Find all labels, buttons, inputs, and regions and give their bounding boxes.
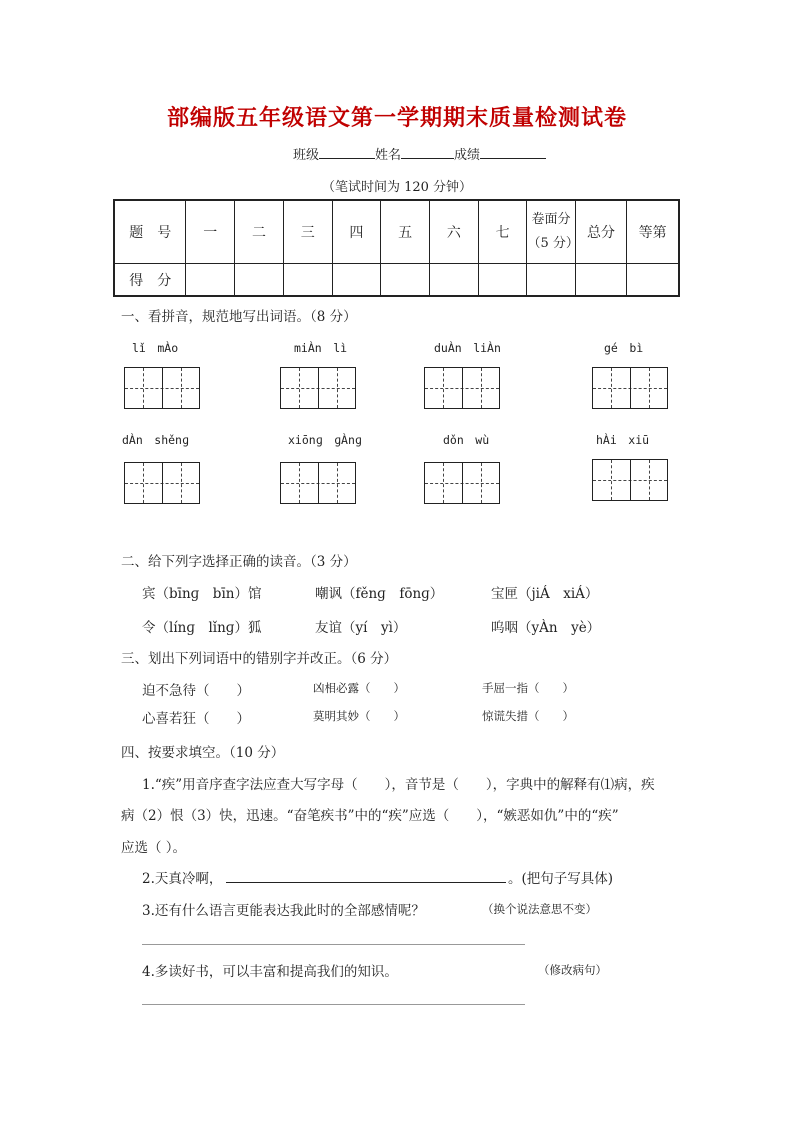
pinyin-label: miÀn lì <box>294 341 348 355</box>
question2-suffix: 。(把句子写具体) <box>508 871 614 887</box>
score-table-header-row <box>114 200 679 264</box>
typo-item[interactable]: 凶相必露（ ） <box>313 681 405 695</box>
question1-line3: 应选（ ）。 <box>121 840 187 856</box>
score-cell[interactable] <box>332 264 381 297</box>
question4-note: （修改病句） <box>538 963 607 977</box>
writing-grid[interactable] <box>124 462 200 504</box>
score-cell[interactable] <box>430 264 479 297</box>
header-cell: 二 <box>235 200 284 264</box>
writing-grid[interactable] <box>424 462 500 504</box>
typo-item[interactable]: 心喜若狂（ ） <box>142 711 250 727</box>
typo-item[interactable]: 惊谎失措（ ） <box>482 709 574 723</box>
score-table <box>113 199 680 297</box>
question1-line1: 1.“疾”用音序查字法应查大写字母（ ），音节是（ ），字典中的解释有⑴病，疾 <box>142 777 655 793</box>
score-cell[interactable] <box>381 264 430 297</box>
reading-choice[interactable]: 友谊（yí yì） <box>315 620 407 636</box>
appearance-points: （5 分） <box>527 236 579 251</box>
writing-grid[interactable] <box>592 367 668 409</box>
question2-prefix: 2.天真冷啊， <box>142 871 223 887</box>
section4-heading: 四、按要求填空。（10 分） <box>121 745 285 761</box>
name-label: 姓名 <box>375 148 402 163</box>
score-blank[interactable] <box>480 146 546 159</box>
class-blank[interactable] <box>319 146 375 159</box>
section2-heading: 二、给下列字选择正确的读音。（3 分） <box>121 554 357 570</box>
student-info-line <box>293 144 546 163</box>
typo-item[interactable]: 莫明其妙（ ） <box>313 709 405 723</box>
class-label: 班级 <box>293 148 320 163</box>
writing-grid[interactable] <box>424 367 500 409</box>
header-cell: 七 <box>478 200 527 264</box>
pinyin-label: lǐ mÀo <box>132 341 179 355</box>
typo-item[interactable]: 手屈一指（ ） <box>482 681 574 695</box>
writing-grid[interactable] <box>280 462 356 504</box>
score-cell[interactable] <box>478 264 527 297</box>
score-table-score-row <box>114 264 679 297</box>
pinyin-label: dÀn shěnɡ <box>122 433 189 447</box>
writing-grid[interactable] <box>280 367 356 409</box>
question4-answer-line[interactable] <box>142 1004 525 1005</box>
writing-grid[interactable] <box>592 459 668 501</box>
question3-text: 3.还有什么语言更能表达我此时的全部感情呢？ <box>142 903 425 919</box>
pinyin-label: xiōnɡ ɡÀnɡ <box>288 433 362 447</box>
score-cell[interactable] <box>283 264 332 297</box>
name-blank[interactable] <box>401 146 454 159</box>
score-cell[interactable] <box>235 264 284 297</box>
typo-item[interactable]: 迫不急待（ ） <box>142 683 250 699</box>
reading-choice[interactable]: 宾（bīnɡ bīn）馆 <box>142 586 262 602</box>
reading-choice[interactable]: 宝匣（jiÁ xiÁ） <box>491 586 599 602</box>
writing-grid[interactable] <box>124 367 200 409</box>
header-cell: 四 <box>332 200 381 264</box>
header-cell: 三 <box>283 200 332 264</box>
section3-heading: 三、划出下列词语中的错别字并改正。（6 分） <box>121 651 398 667</box>
score-cell[interactable] <box>186 264 235 297</box>
question3-answer-line[interactable] <box>142 944 525 945</box>
pinyin-label: gé bì <box>604 341 644 355</box>
pinyin-label: dǒn wù <box>443 433 490 447</box>
appearance-label: 卷面分 <box>531 212 571 227</box>
header-cell: 五 <box>381 200 430 264</box>
question2-answer-line[interactable] <box>226 882 506 883</box>
header-cell: 等第 <box>627 200 679 264</box>
reading-choice[interactable]: 呜咽（yÀn yè） <box>491 620 601 636</box>
reading-choice[interactable]: 嘲讽（fěnɡ fōnɡ） <box>315 586 444 602</box>
header-cell: 题 号 <box>114 200 186 264</box>
time-note: （笔试时间为 120 分钟） <box>321 180 473 195</box>
score-cell[interactable] <box>527 264 575 297</box>
reading-choice[interactable]: 令（línɡ lǐnɡ）狐 <box>142 620 262 636</box>
score-cell[interactable] <box>627 264 679 297</box>
header-cell: 总分 <box>575 200 627 264</box>
score-row-label: 得 分 <box>114 264 186 297</box>
question1-line2: 病（2）恨（3）快，迅速。“奋笔疾书”中的“疾”应选（ ），“嫉恶如仇”中的“疾” <box>121 808 619 824</box>
score-label: 成绩 <box>454 148 481 163</box>
exam-title: 部编版五年级语文第一学期期末质量检测试卷 <box>166 105 627 131</box>
score-cell[interactable] <box>575 264 627 297</box>
header-cell: 一 <box>186 200 235 264</box>
header-cell: 六 <box>430 200 479 264</box>
pinyin-label: hÀi xiū <box>596 433 650 447</box>
section1-heading: 一、看拼音，规范地写出词语。（8 分） <box>121 309 357 325</box>
question4-text: 4.多读好书，可以丰富和提高我们的知识。 <box>142 964 398 980</box>
question3-note: （换个说法意思不变） <box>482 902 597 916</box>
pinyin-label: duÀn liÀn <box>434 341 501 355</box>
header-cell-appearance <box>527 200 579 264</box>
